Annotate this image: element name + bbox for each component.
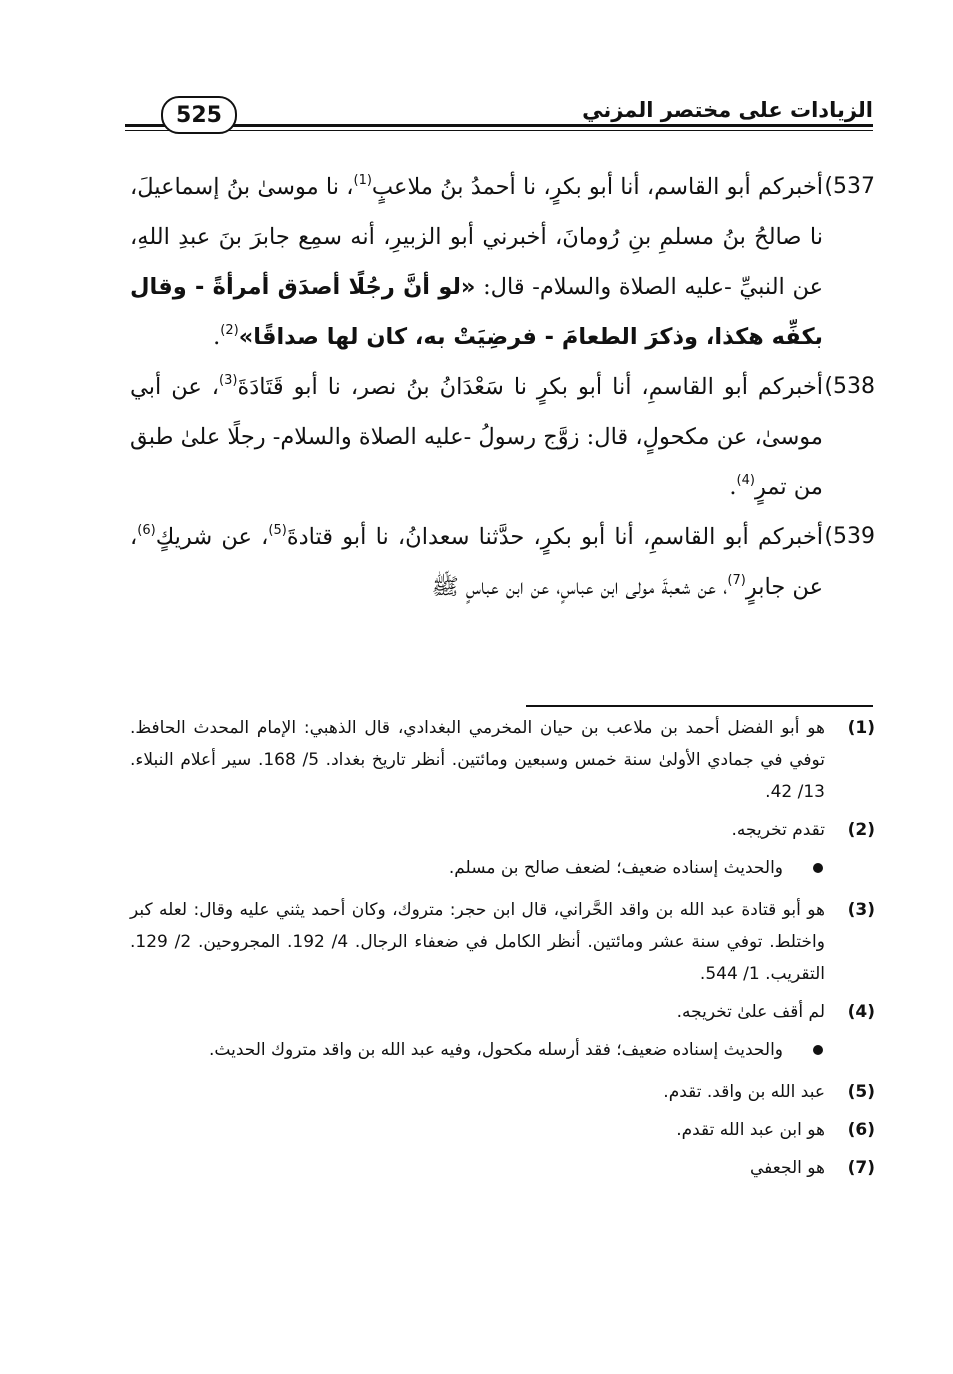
footnote-separator xyxy=(526,705,873,707)
footnote-1 xyxy=(130,712,875,808)
hadith-text: أخبركم أبو القاسمِ، أنا أبو بكرٍ نا سَعْدَانُ بنُ نصر، نا أبو قَتَادَةَ xyxy=(237,374,823,400)
footnote-number: (6) xyxy=(847,1120,875,1140)
hadith-text: ، نا موسىٰ بنُ إسماعيلَ، نا صالحُ بنُ مسلمِ بنِ رُومانَ، أخبرني أبو الزبيرِ، أنه سمِع جابرَ بنَ عبدِ اللهِ، عن النبيِّ -عليه الصلاة والسلام- قال: xyxy=(130,174,823,300)
footnote-5 xyxy=(130,1076,875,1108)
note-text: والحديث إسناده ضعيف؛ فقد أرسله مكحول، وفيه عبد الله بن واقد متروك الحديث. xyxy=(209,1040,783,1060)
footnote-text: تقدم تخريجه. xyxy=(731,820,825,840)
footnote-number: (1) xyxy=(847,718,875,738)
footnote-note xyxy=(130,1034,875,1066)
footnote-number: (4) xyxy=(847,1002,875,1022)
hadith-number: 537) xyxy=(824,174,875,199)
footnote-6 xyxy=(130,1114,875,1146)
footnote-3 xyxy=(130,894,875,990)
footnote-number: (5) xyxy=(847,1082,875,1102)
running-title: الزيادات على مختصر المزني xyxy=(582,98,873,122)
hadith-number: 538) xyxy=(824,374,875,399)
footnote-text: هو أبو الفضل أحمد بن ملاعب بن حيان المخرمي البغدادي، قال الذهبي: الإمام المحدث الحافظ. توفي في جمادي الأولىٰ سنة خمس وسبعين ومائتين. أنظر تاريخ بغداد. 5/ 168. سير أعلام النبلاء. 13/ 42. xyxy=(130,718,826,802)
hadith-537 xyxy=(130,162,875,362)
footnote-number: (7) xyxy=(847,1158,875,1178)
hadith-text: أخبركم أبو القاسم، أنا أبو بكرٍ، نا أحمدُ بنُ ملاعبٍ xyxy=(371,174,823,200)
footnote-ref[interactable]: (7) xyxy=(727,573,746,588)
footnote-ref[interactable]: (1) xyxy=(353,173,372,188)
footnote-ref[interactable]: (6) xyxy=(137,523,156,538)
footnote-7 xyxy=(130,1152,875,1184)
main-text xyxy=(130,162,875,612)
hadith-text: ، عن جابرٍ xyxy=(130,524,823,600)
footnote-number: (2) xyxy=(847,820,875,840)
bullet-icon xyxy=(813,1045,823,1055)
page-header xyxy=(125,92,873,140)
footnote-text: هو أبو قتادة عبد الله بن واقد الحَّراني، قال ابن حجر: متروك، وكان أحمد يثني عليه وقال: لعله كبر واختلط. توفي سنة عشر ومائتين. أنظر الكامل في ضعفاء الرجال. 4/ 192. المجروحين. 2/ 129. التقريب. 1/ 544. xyxy=(130,900,825,984)
hadith-text: أخبركم أبو القاسمِ، أنا أبو بكرٍ، حدَّثنا سعدانُ، نا أبو قتادةَ xyxy=(286,524,823,550)
note-text: والحديث إسناده ضعيف؛ لضعف صالح بن مسلم. xyxy=(448,858,783,878)
header-rule-thin xyxy=(125,130,873,131)
hadith-text: ، عن شريكٍ xyxy=(155,524,269,550)
footnote-ref[interactable]: (5) xyxy=(268,523,287,538)
footnote-ref[interactable]: (3) xyxy=(219,373,238,388)
bullet-icon xyxy=(813,863,823,873)
hadith-text: . xyxy=(213,324,221,350)
header-rule xyxy=(125,124,873,127)
footnote-text: هو ابن عبد الله تقدم. xyxy=(676,1120,825,1140)
footnotes xyxy=(130,712,875,1190)
hadith-text: ، عن أبي موسىٰ، عن مكحولٍ، قال: زوَّج رسولُ -عليه الصلاة والسلام- رجلًا علىٰ طبق من تمرٍ xyxy=(130,374,823,500)
footnote-note xyxy=(130,852,875,884)
hadith-quote: «لو أنَّ رجُلًا أصدَق أمرأةً - وقال بكفِّه هكذا، وذكرَ الطعامَ - فرضِيَتْ به، كان لها صداقًا» xyxy=(130,274,823,350)
footnote-2 xyxy=(130,814,875,846)
footnote-text: عبد الله بن واقد. تقدم. xyxy=(663,1082,825,1102)
hadith-text: ، عن شعبةَ مولى ابن عباسٍ، عن ابن عباسٍ ﷺ xyxy=(431,574,728,600)
footnote-text: هو الجعفي xyxy=(750,1158,825,1178)
footnote-ref[interactable]: (4) xyxy=(736,473,755,488)
footnote-number: (3) xyxy=(847,900,875,920)
hadith-number: 539) xyxy=(824,524,875,549)
footnote-ref[interactable]: (2) xyxy=(220,323,239,338)
hadith-text: . xyxy=(729,474,737,500)
hadith-539 xyxy=(130,512,875,612)
hadith-538 xyxy=(130,362,875,512)
footnote-text: لم أقف علىٰ تخريجه. xyxy=(676,1002,825,1022)
footnote-4 xyxy=(130,996,875,1028)
page-number: 525 xyxy=(161,96,237,134)
